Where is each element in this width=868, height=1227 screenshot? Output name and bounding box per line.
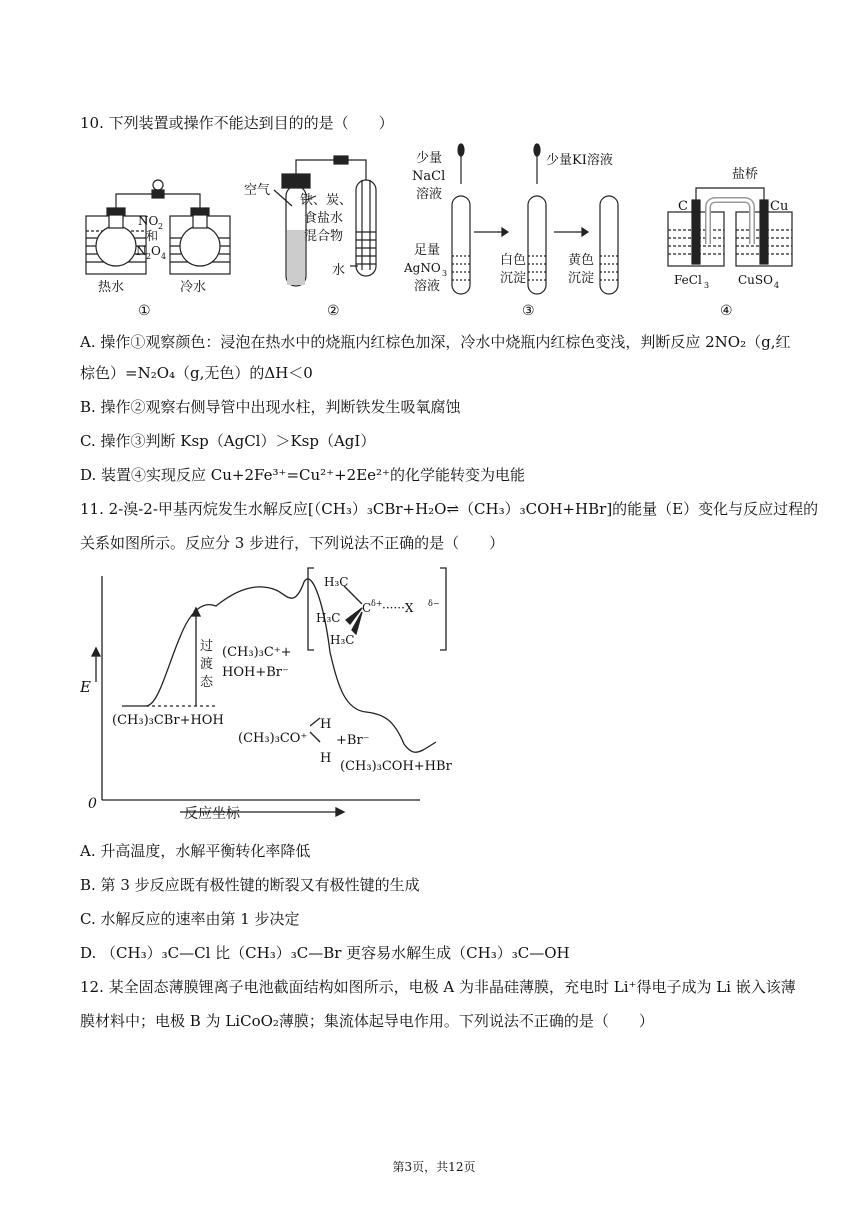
svg-text:黄色: 黄色 xyxy=(568,253,595,268)
svg-text:热水: 热水 xyxy=(98,280,125,295)
svg-text:H: H xyxy=(320,717,332,732)
svg-text:0: 0 xyxy=(88,796,97,812)
svg-text:HOH+Br⁻: HOH+Br⁻ xyxy=(222,665,289,680)
svg-text:NO: NO xyxy=(138,214,159,228)
svg-text:FeCl: FeCl xyxy=(674,273,702,287)
q10-option-c: C. 操作③判断 Ksp（AgCl）＞Ksp（AgI） xyxy=(80,432,376,450)
svg-text:(CH₃)₃COH+HBr: (CH₃)₃COH+HBr xyxy=(340,759,452,774)
svg-text:反应坐标: 反应坐标 xyxy=(184,806,240,822)
svg-text:AgNO: AgNO xyxy=(404,261,441,275)
fig1-number: ① xyxy=(138,303,151,319)
svg-text:盐桥: 盐桥 xyxy=(732,167,759,182)
svg-text:4: 4 xyxy=(774,281,780,290)
q10-figure-3 xyxy=(404,140,636,302)
q10-figure-4 xyxy=(660,160,800,300)
svg-text:H₃C: H₃C xyxy=(324,575,349,589)
svg-text:沉淀: 沉淀 xyxy=(568,271,595,286)
svg-text:H₃C: H₃C xyxy=(330,633,355,647)
svg-text:3: 3 xyxy=(704,281,710,290)
svg-text:CuSO: CuSO xyxy=(738,273,773,287)
svg-text:NaCl: NaCl xyxy=(412,169,446,184)
q10-option-a-line1: A. 操作①观察颜色：浸泡在热水中的烧瓶内红棕色加深，冷水中烧瓶内红棕色变浅，判断反应 2NO₂（g,红 xyxy=(80,333,791,351)
page-footer: 第3页，共12页 xyxy=(392,1160,476,1174)
svg-text:H: H xyxy=(320,751,332,766)
svg-text:2: 2 xyxy=(146,252,152,261)
fig4-number: ④ xyxy=(720,303,733,319)
q11-stem-line2: 关系如图所示。反应分 3 步进行，下列说法不正确的是（ ） xyxy=(80,534,505,552)
svg-text:(CH₃)₃CO⁺: (CH₃)₃CO⁺ xyxy=(238,731,308,746)
svg-text:4: 4 xyxy=(161,252,167,261)
q10-figure-1 xyxy=(78,176,238,296)
svg-text:溶液: 溶液 xyxy=(414,279,441,294)
fig2-number: ② xyxy=(327,303,340,319)
svg-text:食盐水: 食盐水 xyxy=(304,211,344,226)
svg-text:混合物: 混合物 xyxy=(304,229,344,244)
q11-transition-state xyxy=(304,564,454,654)
svg-text:δ−: δ− xyxy=(428,599,440,608)
svg-text:2: 2 xyxy=(158,222,164,231)
svg-text:溶液: 溶液 xyxy=(416,187,443,202)
q11-option-d: D. （CH₃）₃C—Cl 比（CH₃）₃C—Br 更容易水解生成（CH₃）₃C—OH xyxy=(80,944,570,962)
q11-stem-line1: 11. 2-溴-2-甲基丙烷发生水解反应[（CH₃）₃CBr+H₂O⇌（CH₃）₃COH+HBr]的能量（E）变化与反应过程的 xyxy=(80,500,819,518)
svg-text:空气: 空气 xyxy=(244,183,271,198)
svg-text:和: 和 xyxy=(146,229,159,243)
svg-text:态: 态 xyxy=(200,675,214,690)
q10-option-a-line2: 棕色）=N₂O₄（g,无色）的ΔH＜0 xyxy=(80,364,313,382)
svg-text:······X: ······X xyxy=(382,601,414,615)
svg-text:O: O xyxy=(151,244,161,258)
svg-text:Cu: Cu xyxy=(770,199,789,214)
q10-option-b: B. 操作②观察右侧导管中出现水柱，判断铁发生吸氧腐蚀 xyxy=(80,398,461,416)
svg-text:白色: 白色 xyxy=(500,253,527,268)
svg-text:H₃C: H₃C xyxy=(316,611,341,625)
q11-option-b: B. 第 3 步反应既有极性键的断裂又有极性键的生成 xyxy=(80,876,420,894)
q10-stem: 10. 下列装置或操作不能达到目的的是（ ） xyxy=(80,114,394,132)
svg-text:3: 3 xyxy=(442,269,448,278)
svg-text:E: E xyxy=(80,678,91,696)
q11-option-a: A. 升高温度，水解平衡转化率降低 xyxy=(80,842,311,860)
svg-text:少量: 少量 xyxy=(416,151,443,166)
svg-text:过: 过 xyxy=(200,639,214,654)
q12-stem-line1: 12. 某全固态薄膜锂离子电池截面结构如图所示，电极 A 为非晶硅薄膜，充电时 Li⁺得电子成为 Li 嵌入该薄 xyxy=(80,978,796,996)
svg-text:渡: 渡 xyxy=(200,657,214,672)
svg-text:+Br⁻: +Br⁻ xyxy=(336,733,370,748)
q10-option-d: D. 装置④实现反应 Cu+2Fe³⁺=Cu²⁺+2Ee²⁺的化学能转变为电能 xyxy=(80,466,525,484)
svg-text:水: 水 xyxy=(332,263,346,278)
svg-text:N: N xyxy=(136,244,147,258)
fig3-number: ③ xyxy=(522,303,535,319)
q12-stem-line2: 膜材料中；电极 B 为 LiCoO₂薄膜；集流体起导电作用。下列说法不正确的是（ ） xyxy=(80,1012,654,1030)
svg-text:(CH₃)₃C⁺+: (CH₃)₃C⁺+ xyxy=(222,645,292,660)
svg-text:少量KI溶液: 少量KI溶液 xyxy=(546,153,613,168)
svg-text:(CH₃)₃CBr+HOH: (CH₃)₃CBr+HOH xyxy=(112,713,224,728)
q10-figure-2 xyxy=(244,150,394,300)
svg-text:铁、炭、: 铁、炭、 xyxy=(300,193,353,208)
q11-option-c: C. 水解反应的速率由第 1 步决定 xyxy=(80,910,300,928)
svg-text:冷水: 冷水 xyxy=(180,280,207,295)
svg-text:C: C xyxy=(678,199,688,214)
svg-text:δ+: δ+ xyxy=(371,599,383,608)
svg-text:C: C xyxy=(362,601,372,615)
svg-text:足量: 足量 xyxy=(414,243,441,258)
svg-text:沉淀: 沉淀 xyxy=(500,271,527,286)
